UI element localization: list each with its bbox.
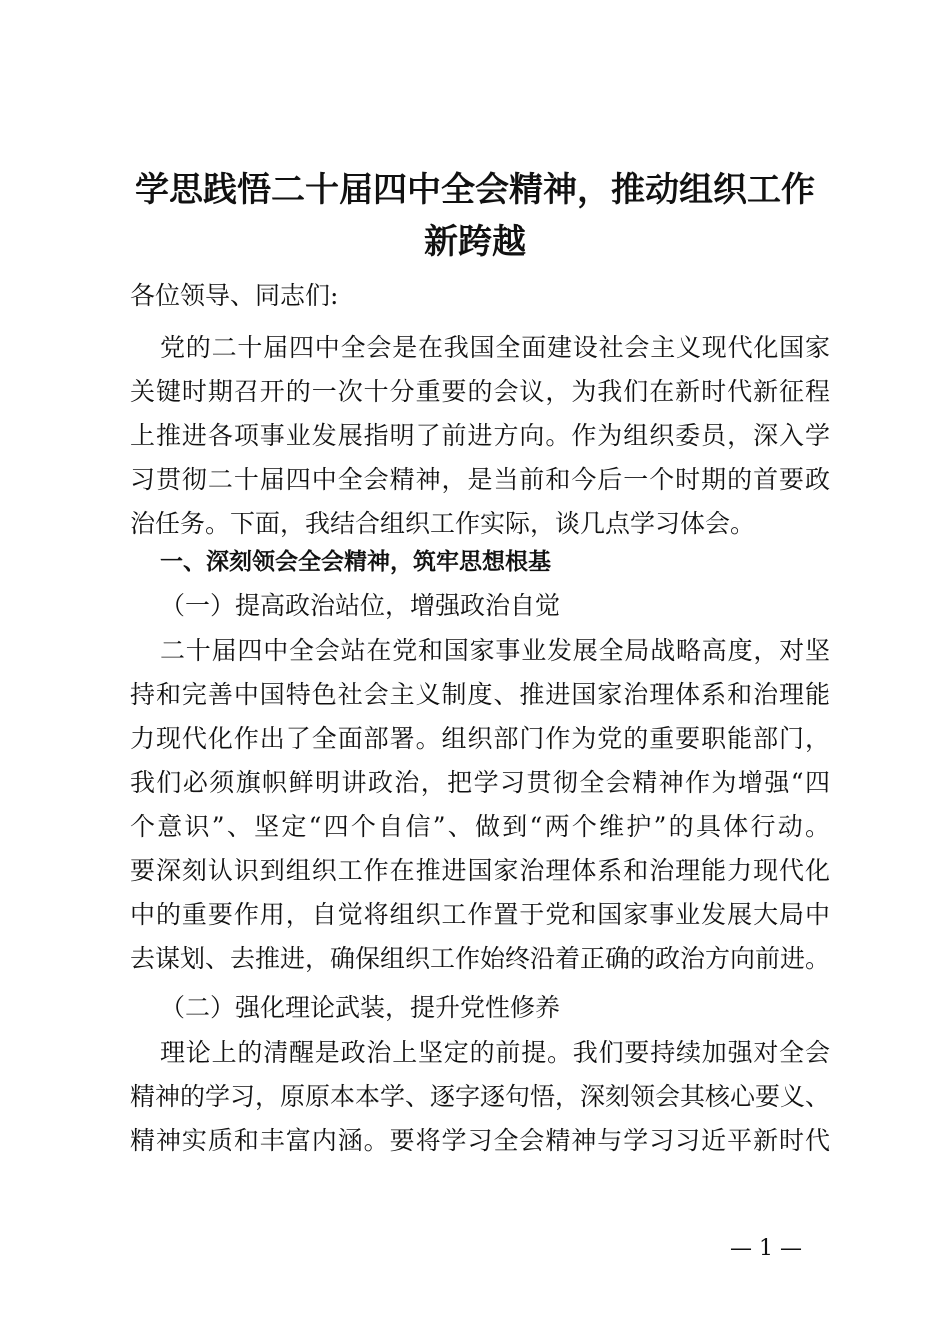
text-line: 精神实质和丰富内涵。要将学习全会精神与学习习近平新时代 <box>130 1126 830 1155</box>
subsection-heading-1 <box>130 584 830 628</box>
text-line: 党的二十届四中全会是在我国全面建设社会主义现代化国家 <box>160 333 830 362</box>
text-line: 习贯彻二十届四中全会精神，是当前和今后一个时期的首要政 <box>130 465 830 494</box>
section-heading-1 <box>130 540 830 584</box>
intro-paragraph <box>130 326 830 546</box>
text-line: 二十届四中全会站在党和国家事业发展全局战略高度，对坚 <box>160 636 830 665</box>
text-line: 治任务。下面，我结合组织工作实际，谈几点学习体会。 <box>130 509 756 538</box>
text-line: 持和完善中国特色社会主义制度、推进国家治理体系和治理能 <box>130 680 830 709</box>
text-line: 我们必须旗帜鲜明讲政治，把学习贯彻全会精神作为增强“四 <box>130 768 830 797</box>
heading-text: 一、深刻领会全会精神，筑牢思想根基 <box>160 549 551 575</box>
subsection-heading-2 <box>130 986 830 1030</box>
text-line: 个意识”、坚定“四个自信”、做到“两个维护”的具体行动。 <box>130 812 830 841</box>
salutation-text: 各位领导、同志们: <box>130 281 339 310</box>
text-line: 去谋划、去推进，确保组织工作始终沿着正确的政治方向前进。 <box>130 944 831 973</box>
subheading-text: （二）强化理论武装，提升党性修养 <box>160 993 561 1022</box>
body-paragraph-1 <box>130 629 830 981</box>
text-line: 上推进各项事业发展指明了前进方向。作为组织委员，深入学 <box>130 421 830 450</box>
body-paragraph-2 <box>130 1031 830 1163</box>
salutation <box>130 274 830 318</box>
subheading-text: （一）提高政治站位，增强政治自觉 <box>160 591 561 620</box>
text-line: 要深刻认识到组织工作在推进国家治理体系和治理能力现代化 <box>130 856 830 885</box>
title-line-1: 学思践悟二十届四中全会精神，推动组织工作 <box>135 170 815 210</box>
text-line: 关键时期召开的一次十分重要的会议，为我们在新时代新征程 <box>130 377 830 406</box>
text-line: 理论上的清醒是政治上坚定的前提。我们要持续加强对全会 <box>160 1038 830 1067</box>
page-number: — 1 — <box>730 1236 802 1261</box>
title-line-2: 新跨越 <box>424 222 526 262</box>
text-line: 力现代化作出了全面部署。组织部门作为党的重要职能部门， <box>130 724 830 753</box>
text-line: 中的重要作用，自觉将组织工作置于党和国家事业发展大局中 <box>130 900 830 929</box>
document-title <box>100 164 850 268</box>
text-line: 精神的学习，原原本本学、逐字逐句悟，深刻领会其核心要义、 <box>130 1082 831 1111</box>
